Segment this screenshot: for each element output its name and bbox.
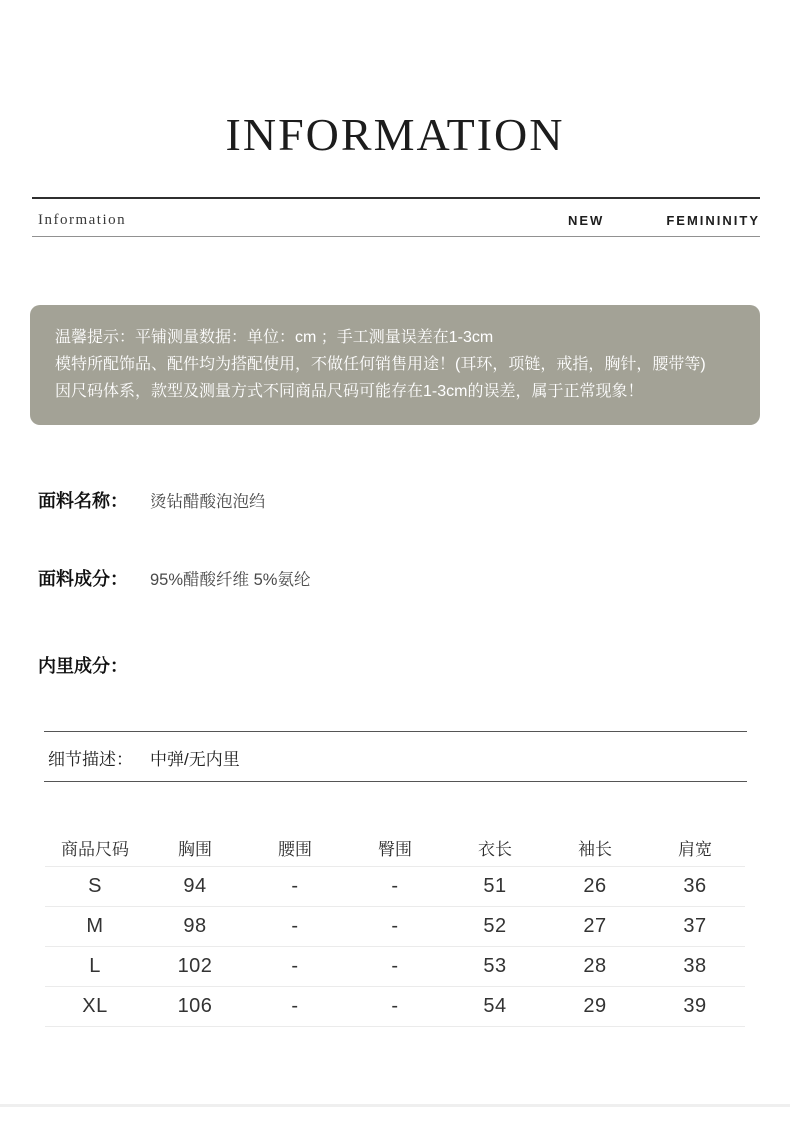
detail-rule-bottom [44, 781, 747, 782]
page-title: INFORMATION [225, 109, 565, 160]
size-row-xl [45, 987, 745, 1026]
lining-composition-label: 内里成分： [38, 656, 128, 676]
notice-line-3: 因尺码体系，款型及测量方式不同商品尺码可能存在1-3cm的误差，属于正常现象！ [55, 383, 644, 400]
cell-size: M [86, 915, 104, 937]
fabric-name-label: 面料名称： [38, 491, 128, 511]
header-bottom-rule [32, 236, 760, 237]
cell-size: L [89, 955, 101, 977]
header-badge-femininity: FEMININITY [666, 212, 760, 228]
cell-waist: - [291, 995, 299, 1017]
cell-waist: - [291, 875, 299, 897]
field-row-lining-composition [38, 653, 150, 677]
cell-bust: 102 [177, 955, 213, 977]
bottom-divider [0, 1104, 790, 1107]
cell-shoulder: 37 [683, 915, 707, 937]
detail-rule-top [44, 731, 747, 732]
col-header-shoulder: 肩宽 [678, 839, 712, 859]
size-row-m [45, 907, 745, 946]
header-badges [568, 213, 760, 228]
fabric-composition-label: 面料成分： [38, 569, 128, 589]
notice-line-1: 温馨提示：平铺测量数据：单位：cm ；手工测量误差在1-3cm [55, 329, 494, 346]
cell-sleeve: 27 [583, 915, 607, 937]
cell-hip: - [391, 915, 399, 937]
cell-sleeve: 26 [583, 875, 607, 897]
col-header-size: 商品尺码 [61, 839, 129, 859]
cell-sleeve: 29 [583, 995, 607, 1017]
header-row [38, 205, 760, 235]
cell-shoulder: 36 [683, 875, 707, 897]
cell-hip: - [391, 955, 399, 977]
detail-value: 中弹/无内里 [150, 749, 240, 769]
cell-size: S [88, 875, 102, 897]
cell-shoulder: 38 [683, 955, 707, 977]
cell-bust: 106 [177, 995, 213, 1017]
header-badge-new: NEW [567, 212, 605, 228]
cell-shoulder: 39 [683, 995, 707, 1017]
cell-bust: 98 [183, 915, 207, 937]
cell-waist: - [291, 915, 299, 937]
field-row-fabric-name [38, 488, 266, 512]
size-table [45, 828, 745, 1027]
detail-row [48, 746, 240, 768]
cell-bust: 94 [183, 875, 207, 897]
size-row-l [45, 947, 745, 986]
col-header-bust: 胸围 [178, 839, 212, 859]
cell-length: 53 [483, 955, 507, 977]
field-row-fabric-composition [38, 566, 310, 590]
cell-length: 52 [483, 915, 507, 937]
size-row-s [45, 867, 745, 906]
table-separator [45, 1026, 745, 1027]
notice-line-2: 模特所配饰品、配件均为搭配使用，不做任何销售用途！(耳环，项链，戒指，胸针，腰带等) [55, 356, 706, 373]
col-header-hip: 臀围 [378, 839, 412, 859]
cell-length: 54 [483, 995, 507, 1017]
col-header-waist: 腰围 [278, 839, 312, 859]
detail-label: 细节描述： [48, 749, 133, 769]
header-left-label: Information [38, 211, 127, 228]
cell-sleeve: 28 [583, 955, 607, 977]
header-top-rule [32, 197, 760, 199]
size-table-header-row [45, 828, 745, 866]
fabric-composition-value: 95%醋酸纤维 5%氨纶 [150, 571, 311, 589]
cell-size: XL [82, 995, 108, 1017]
cell-waist: - [291, 955, 299, 977]
col-header-length: 衣长 [478, 839, 512, 859]
notice-box [30, 305, 760, 425]
fabric-name-value: 烫钻醋酸泡泡绉 [150, 493, 266, 511]
cell-length: 51 [483, 875, 507, 897]
col-header-sleeve: 袖长 [578, 839, 612, 859]
cell-hip: - [391, 875, 399, 897]
cell-hip: - [391, 995, 399, 1017]
